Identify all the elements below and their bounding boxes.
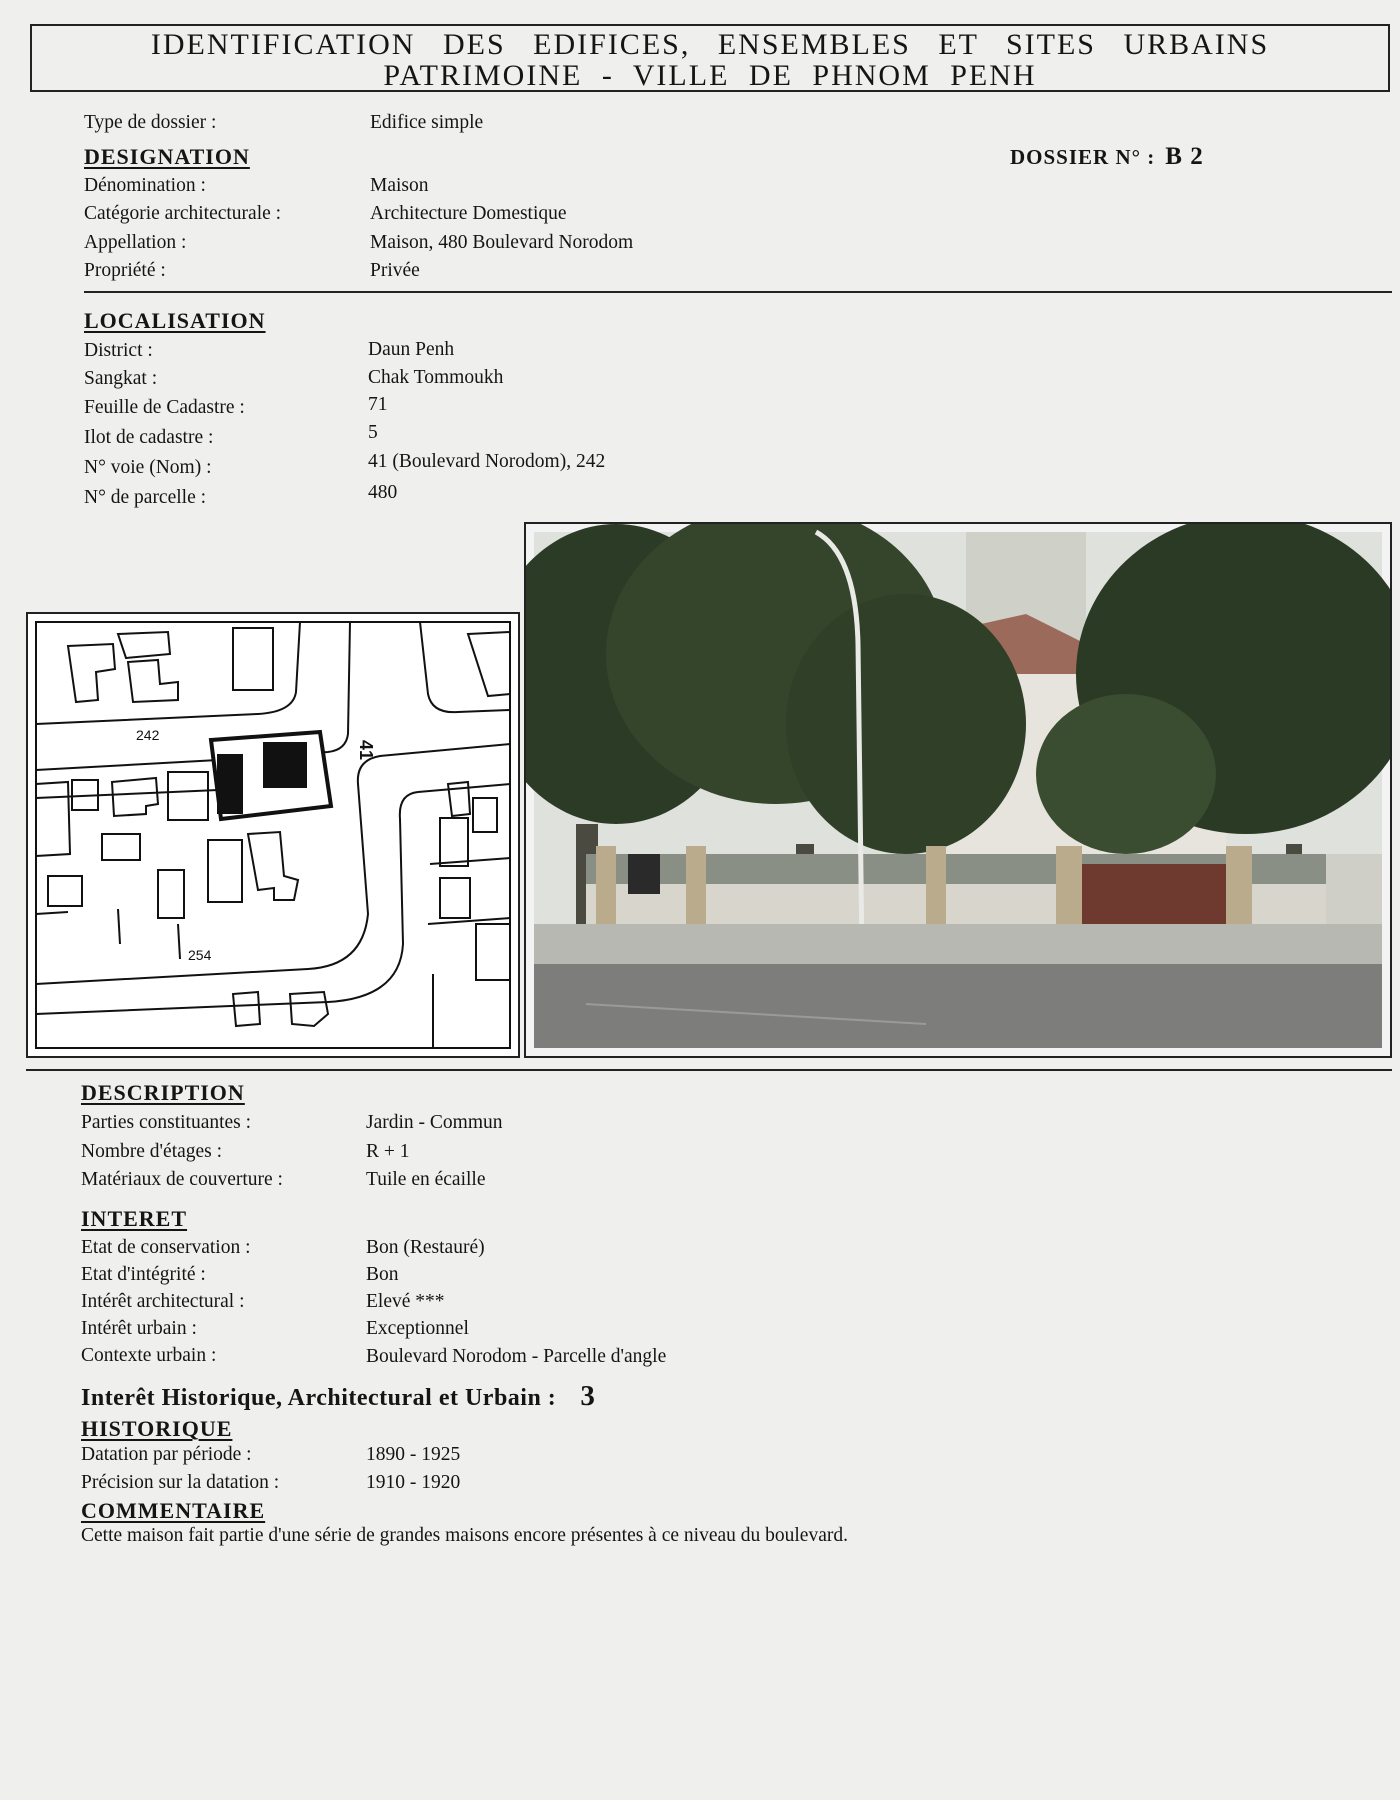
historique-value-1: 1910 - 1920 bbox=[366, 1472, 461, 1493]
description-title: DESCRIPTION bbox=[81, 1080, 245, 1105]
designation-label-2: Appellation : bbox=[84, 232, 187, 253]
localisation-value-2: 71 bbox=[368, 394, 388, 415]
interest-summary bbox=[81, 1380, 595, 1413]
dossier-number-value: B 2 bbox=[1165, 143, 1204, 170]
designation-value-3: Privée bbox=[370, 260, 420, 281]
designation-value-0: Maison bbox=[370, 175, 429, 196]
historique-label-0: Datation par période : bbox=[81, 1444, 252, 1465]
header-line-1: IDENTIFICATION DES EDIFICES, ENSEMBLES ET SITES URBAINS bbox=[150, 28, 1270, 61]
type-dossier-label: Type de dossier : bbox=[84, 112, 217, 133]
designation-title: DESIGNATION bbox=[84, 144, 250, 169]
building-photo-drawing bbox=[526, 524, 1390, 1056]
interest-summary-score: 3 bbox=[580, 1380, 596, 1412]
localisation-value-4: 41 (Boulevard Norodom), 242 bbox=[368, 451, 606, 472]
header-line-2: PATRIMOINE - VILLE DE PHNOM PENH bbox=[383, 59, 1037, 92]
interet-value-0: Bon (Restauré) bbox=[366, 1237, 485, 1258]
type-dossier-value: Edifice simple bbox=[370, 112, 484, 133]
interet-label-2: Intérêt architectural : bbox=[81, 1291, 245, 1312]
interet-label-0: Etat de conservation : bbox=[81, 1237, 251, 1258]
historique-label-1: Précision sur la datation : bbox=[81, 1472, 280, 1493]
section-divider bbox=[26, 1069, 1392, 1071]
description-label-0: Parties constituantes : bbox=[81, 1112, 252, 1133]
designation-label-3: Propriété : bbox=[84, 260, 166, 281]
localisation-label-4: N° voie (Nom) : bbox=[84, 457, 212, 478]
description-label-1: Nombre d'étages : bbox=[81, 1141, 223, 1162]
designation-label-1: Catégorie architecturale : bbox=[84, 203, 282, 224]
localisation-value-1: Chak Tommoukh bbox=[368, 367, 504, 388]
designation-value-1: Architecture Domestique bbox=[370, 203, 567, 224]
interet-value-3: Exceptionnel bbox=[366, 1318, 469, 1339]
interest-summary-label: Interêt Historique, Architectural et Urbain : bbox=[81, 1385, 557, 1411]
interet-value-1: Bon bbox=[366, 1264, 399, 1285]
building-photo bbox=[524, 522, 1392, 1058]
description-value-1: R + 1 bbox=[366, 1141, 410, 1162]
designation-label-0: Dénomination : bbox=[84, 175, 206, 196]
interet-value-2: Elevé *** bbox=[366, 1291, 445, 1312]
cadastral-map-drawing bbox=[28, 614, 518, 1056]
localisation-value-5: 480 bbox=[368, 482, 398, 503]
map-road-label-254: 254 bbox=[188, 947, 212, 963]
localisation-value-3: 5 bbox=[368, 422, 378, 443]
commentaire-text: Cette maison fait partie d'une série de grandes maisons encore présentes à ce niveau du boulevard. bbox=[81, 1525, 848, 1546]
historique-value-0: 1890 - 1925 bbox=[366, 1444, 461, 1465]
document-header bbox=[30, 24, 1390, 92]
interet-label-3: Intérêt urbain : bbox=[81, 1318, 197, 1339]
map-road-label-242: 242 bbox=[136, 727, 160, 743]
localisation-label-1: Sangkat : bbox=[84, 368, 158, 389]
interet-value-4: Boulevard Norodom - Parcelle d'angle bbox=[366, 1346, 667, 1367]
localisation-label-3: Ilot de cadastre : bbox=[84, 427, 214, 448]
localisation-label-5: N° de parcelle : bbox=[84, 487, 207, 508]
description-label-2: Matériaux de couverture : bbox=[81, 1169, 283, 1190]
interet-label-1: Etat d'intégrité : bbox=[81, 1264, 206, 1285]
interet-label-4: Contexte urbain : bbox=[81, 1345, 217, 1366]
localisation-title: LOCALISATION bbox=[84, 308, 266, 333]
localisation-label-2: Feuille de Cadastre : bbox=[84, 397, 245, 418]
map-road-label-41: 41 bbox=[356, 740, 376, 761]
interet-title: INTERET bbox=[81, 1206, 188, 1231]
cadastral-map bbox=[26, 612, 520, 1058]
localisation-label-0: District : bbox=[84, 340, 153, 361]
localisation-value-0: Daun Penh bbox=[368, 339, 455, 360]
description-value-0: Jardin - Commun bbox=[366, 1112, 503, 1133]
section-divider bbox=[84, 291, 1392, 293]
historique-title: HISTORIQUE bbox=[81, 1416, 233, 1441]
dossier-label: DOSSIER N° : bbox=[1010, 145, 1156, 169]
designation-value-2: Maison, 480 Boulevard Norodom bbox=[370, 232, 634, 253]
description-value-2: Tuile en écaille bbox=[366, 1169, 486, 1190]
commentaire-title: COMMENTAIRE bbox=[81, 1498, 266, 1523]
dossier-number bbox=[1010, 143, 1204, 171]
